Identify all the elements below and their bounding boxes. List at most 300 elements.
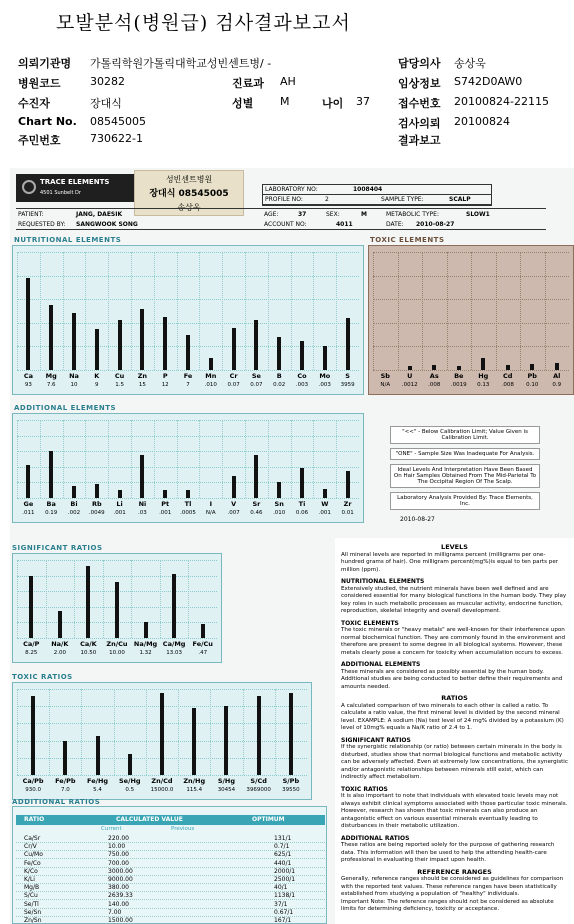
age: 37 (298, 211, 307, 218)
profile-label: PROFILE NO: (265, 196, 303, 203)
chart-bar (408, 366, 412, 370)
section-body: Important Note: The reference ranges should not be considered as absolute limits for determining deficiency, toxicity or acceptance. (341, 898, 554, 912)
section-body: If the synergistic relationship (or ratio) between certain minerals in the body is disturbed, studies show that normal biological functions and metabolic activity can be adversely affected. Even at extremely low concentrations, the synergistic and/or antagonistic relationships between minerals still exist, which can indirectly affect metabolism. (341, 744, 568, 780)
chart-value: 0.01 (341, 510, 354, 516)
chart-label: Fe (183, 372, 193, 380)
chart-bar (323, 489, 327, 498)
account-label: ACCOUNT NO: (264, 221, 307, 228)
chart-label: Ge (23, 500, 34, 508)
chart-value: 9 (95, 382, 99, 388)
section-heading: ADDITIONAL RATIOS (341, 834, 410, 842)
chart-label: Ni (138, 500, 147, 508)
chart-value: .0019 (450, 382, 467, 388)
chart-label: Se (251, 372, 261, 380)
ratio-name: S/Cu (24, 892, 38, 900)
field-value: 30282 (90, 75, 125, 88)
chart-value: 1.5 (115, 382, 124, 388)
chart-value: 10.00 (109, 650, 125, 656)
requested-by: SANGWOOK SONG (76, 221, 138, 228)
chart-label: Mo (319, 372, 331, 380)
chart-label: Ba (46, 500, 56, 508)
lab-no: 1008404 (353, 186, 383, 193)
chart-bar (186, 490, 190, 498)
chart-column (447, 252, 472, 370)
chart-label: Se/Hg (118, 777, 141, 785)
chart-label: S/Cd (250, 777, 267, 785)
ratio-value: 140.00 (108, 900, 129, 908)
chart-bar (224, 706, 228, 775)
chart-column (177, 420, 200, 498)
chart-value: 15 (138, 382, 146, 388)
ratio-value: 7.00 (108, 908, 122, 916)
chart-value: 3969000 (246, 787, 271, 793)
chart-label: Mg (45, 372, 57, 380)
chart-value: .008 (501, 382, 514, 388)
field-value: S742D0AW0 (454, 75, 523, 88)
chart-column (108, 420, 131, 498)
chart-bar (86, 566, 90, 638)
chart-value: .0012 (401, 382, 418, 388)
chart-bar (95, 484, 99, 498)
field-value: 20100824-22115 (454, 95, 549, 108)
ratio-value: 10.00 (108, 843, 126, 851)
chart-label: Zn/Cd (151, 777, 173, 785)
chart-bar (186, 335, 190, 370)
lab-logo-icon (22, 180, 36, 194)
field-value: 장대식 (90, 97, 122, 110)
chart-label: U (407, 372, 413, 380)
ratio-value: 1500.00 (108, 917, 133, 924)
section-body: Extensively studied, the nutrient minerals have been well defined and are considered essential for many biological functions in the human body. They play key roles in such metabolic processes as muscular activity, endocrine function, reproduction, skeletal integrity and overall development. (341, 585, 567, 614)
chart-column (313, 420, 336, 498)
chart-value: 0.06 (295, 510, 309, 516)
lab-logo (16, 174, 134, 202)
chart-value: 13.03 (166, 650, 182, 656)
chart-bar (58, 611, 62, 638)
chart-label: Sr (252, 500, 261, 508)
lab-name: TRACE ELEMENTS (40, 178, 110, 186)
grid-line (17, 498, 359, 499)
chart-label: Cr (229, 372, 238, 380)
grid-line (17, 638, 217, 639)
chart-bar (457, 366, 461, 370)
chart-label: Cu (114, 372, 125, 380)
chart-label: K (94, 372, 100, 380)
section-heading: REFERENCE RANGES (417, 867, 492, 876)
chart-label: Ca/Pb (22, 777, 44, 785)
section-heading: LEVELS (441, 543, 468, 551)
chart-bar (26, 465, 30, 498)
field-value: 가톨릭학원가톨릭대학교성빈센트병/ - (90, 57, 272, 70)
chart-label: I (209, 500, 212, 508)
chart-value: 115.4 (186, 787, 203, 793)
chart-bar (254, 320, 258, 370)
col-optimum: OPTIMUM (252, 816, 285, 823)
scanned-report (10, 168, 574, 924)
chart-value: 7 (186, 382, 190, 388)
chart-label: Na/Mg (133, 640, 158, 648)
field-value: 37 (356, 95, 370, 108)
ratio-optimum: 1138/1 (274, 892, 296, 900)
chart-value: .003 (318, 382, 331, 388)
table-header (16, 815, 325, 825)
chart-label: W (321, 500, 329, 508)
chart-bar (481, 358, 485, 370)
col-current: Current (101, 826, 122, 832)
chart-label: As (429, 372, 439, 380)
ratio-value: 220.00 (108, 835, 129, 842)
ratio-optimum: 167/1 (274, 917, 292, 924)
chart-bar (300, 468, 304, 498)
ratio-value: 9000.00 (108, 876, 133, 883)
chart-label: Zn (137, 372, 148, 380)
chart-label: S/Pb (282, 777, 300, 785)
chart-bar (49, 305, 53, 370)
chart-column (545, 252, 570, 370)
chart-value: 39550 (282, 787, 300, 793)
additional-title: ADDITIONAL ELEMENTS (14, 404, 117, 412)
chart-bar (26, 278, 30, 370)
stamp-line: 성빈센트병원 (165, 175, 213, 184)
chart-value: 30454 (217, 787, 236, 793)
section-heading: TOXIC ELEMENTS (341, 619, 399, 627)
ratio-name: Se/Sn (24, 908, 42, 916)
chart-label: S (345, 372, 350, 380)
chart-value: .001 (318, 510, 331, 516)
chart-value: 0.10 (526, 382, 539, 388)
chart-value: 0.07 (250, 382, 263, 388)
section-body: It is also important to note that individuals with elevated toxic levels may not always exhibit clinical symptoms associated with those particular toxic minerals. However, research has shown that toxic minerals can also produce an antagonistic effect on various essential minerals eventually leading to disturbances in their metabolic utilization. (341, 793, 568, 829)
field-label: 주민번호 (18, 134, 61, 147)
sample: SCALP (449, 196, 471, 203)
section-heading: SIGNIFICANT RATIOS (341, 736, 411, 744)
chart-column (199, 252, 222, 370)
chart-bar (201, 624, 205, 638)
ratio-name: Ca/Sr (24, 835, 41, 842)
add-ratios-title: ADDITIONAL RATIOS (12, 798, 101, 806)
chart-bar (172, 574, 176, 638)
toxic-ratios-chart (12, 682, 312, 800)
section-body: The toxic minerals or "heavy metals" are well-known for their interference upon normal biochemical function. They are commonly found in the environment and therefore are present to some degree in all biological systems. However, these metals clearly pose a concern for toxicity when accumulation occurs to excess. (341, 627, 566, 656)
chart-value: .011 (22, 510, 35, 516)
chart-label: Na/K (51, 640, 69, 648)
field-label: 의뢰기관명 (18, 57, 72, 70)
ratio-name: Cu/Mo (24, 851, 43, 859)
chart-label: V (231, 500, 237, 508)
ratio-value: 380.00 (108, 884, 129, 892)
additional-ratios-table (12, 806, 327, 924)
chart-label: Bi (70, 500, 78, 508)
chart-value: 10.50 (80, 650, 97, 656)
chart-label: S/Hg (217, 777, 236, 785)
chart-bar (254, 455, 258, 498)
section-heading: TOXIC RATIOS (341, 785, 388, 793)
chart-value: N/A (205, 510, 216, 516)
document-title: 모발분석(병원급) 검사결과보고서 (56, 12, 351, 34)
chart-label: Fe/Hg (87, 777, 109, 785)
sig-ratios-title: SIGNIFICANT RATIOS (12, 544, 103, 552)
chart-value: .010 (273, 510, 286, 516)
toxic-chart (368, 245, 574, 395)
chart-bar (163, 490, 167, 498)
section-body: All mineral levels are reported in milligrams percent (milligrams per one-hundred grams of hair). One milligram percent(mg%)is equal to ten parts per million (ppm). (341, 551, 559, 573)
chart-bar (96, 736, 100, 775)
col-previous: Previous (171, 826, 195, 832)
chart-bar (63, 741, 67, 775)
legend-note: "ONE" - Sample Size Was Inadequate For Analysis. (390, 448, 540, 460)
chart-bar (31, 696, 35, 775)
chart-value: 930.0 (25, 787, 41, 793)
ratio-optimum: 2000/1 (274, 867, 296, 875)
field-value: 08545005 (90, 115, 146, 128)
chart-label: Al (553, 372, 561, 380)
field-value: 송상욱 (454, 57, 486, 70)
chart-bar (72, 313, 76, 370)
chart-value: 5.4 (93, 787, 102, 793)
report-date: 2010-08-27 (400, 516, 435, 523)
ratio-name: Zn/Sn (24, 917, 42, 924)
ratio-name: Fe/Co (24, 859, 41, 867)
chart-value: .002 (67, 510, 81, 516)
field-label: 병원코드 (18, 77, 61, 90)
patient-name: JANG, DAESIK (76, 211, 123, 218)
nutritional-chart (12, 245, 364, 395)
chart-value: 7.0 (60, 787, 70, 793)
ratio-optimum: 131/1 (274, 835, 292, 842)
chart-value: .007 (227, 510, 240, 516)
chart-label: Pb (527, 372, 537, 380)
chart-value: .03 (138, 510, 147, 516)
chart-bar (506, 365, 510, 370)
chart-bar (432, 365, 436, 370)
chart-label: Li (116, 500, 123, 508)
chart-bar (346, 318, 350, 370)
chart-value: 3959 (340, 382, 355, 388)
chart-bar (95, 329, 99, 370)
ratio-value: 750.00 (108, 851, 129, 859)
chart-bar (346, 471, 350, 498)
chart-label: Rb (91, 500, 102, 508)
date: 2010-08-27 (416, 221, 455, 228)
chart-value: N/A (380, 382, 391, 388)
chart-column (496, 252, 521, 370)
chart-value: 2.00 (53, 650, 66, 656)
chart-value: .010 (204, 382, 217, 388)
chart-bar (192, 708, 196, 775)
chart-column (154, 420, 177, 498)
chart-value: 1.32 (139, 650, 152, 656)
chart-bar (163, 317, 167, 370)
toxic-title: TOXIC ELEMENTS (370, 236, 445, 244)
section-heading: NUTRITIONAL ELEMENTS (341, 578, 425, 585)
patient-row (16, 208, 546, 230)
ratio-optimum: 2500/1 (274, 876, 296, 883)
col-ratio: RATIO (24, 816, 45, 823)
legend-note: Ideal Levels And Interpretation Have Been Based On Hair Samples Obtained From The Mid-Parietal To The Occipital Region Of The Scalp. (390, 464, 540, 488)
chart-value: 0.9 (552, 382, 562, 388)
chart-bar (118, 490, 122, 498)
chart-label: Ca/Mg (162, 640, 186, 648)
field-label: 접수번호 (398, 97, 441, 110)
stamp-line: 장대식 08545005 (149, 189, 229, 199)
chart-label: Hg (478, 372, 489, 380)
ratio-name: K/Li (24, 876, 35, 883)
chart-bar (530, 364, 534, 370)
field-value: M (280, 95, 290, 108)
chart-value: 0.5 (125, 787, 135, 793)
chart-label: Ti (298, 500, 306, 508)
table-row (16, 916, 325, 924)
col-calc: CALCULATED VALUE (116, 816, 183, 823)
chart-value: 8.25 (25, 650, 38, 656)
toxic-ratios-title: TOXIC RATIOS (12, 673, 73, 681)
chart-label: Tl (184, 500, 192, 508)
ratio-name: K/Co (24, 867, 38, 875)
grid-line (373, 370, 569, 371)
nutritional-title: NUTRITIONAL ELEMENTS (14, 236, 122, 244)
requested-label: REQUESTED BY: (18, 221, 66, 228)
chart-value: .001 (113, 510, 126, 516)
ratio-name: Se/Tl (24, 900, 39, 908)
ratio-optimum: 37/1 (274, 900, 288, 908)
field-label: 결과보고 (398, 134, 441, 147)
lab-info-table (262, 184, 492, 206)
chart-label: Ca/P (23, 640, 40, 648)
chart-label: Zr (343, 500, 352, 508)
chart-label: Zn/Hg (183, 777, 206, 785)
chart-value: 0.07 (227, 382, 240, 388)
chart-bar (232, 476, 236, 498)
section-body: These minerals are considered as possibly essential by the human body. Additional studies are being conducted to better define their requirements and amounts needed. (341, 668, 563, 690)
field-label: 임상정보 (398, 77, 441, 90)
chart-bar (555, 363, 559, 370)
ratio-optimum: 40/1 (274, 884, 288, 892)
chart-label: Fe/Pb (55, 777, 76, 785)
chart-value: .003 (295, 382, 309, 388)
ratio-optimum: 0.7/1 (274, 843, 290, 851)
additional-chart (12, 413, 364, 523)
section-body: A calculated comparison of two minerals to each other is called a ratio. To calculate a ratio value, the first mineral level is divided by the second mineral level. EXAMPLE: A sodium (Na) test level of 24 mg% divided by a potassium (K) level of 10mg% equals a Na/K ratio of 2.4 to 1. (341, 702, 564, 731)
patient-label: PATIENT: (18, 211, 44, 218)
chart-label: Na (69, 372, 79, 380)
interpretation-text (335, 538, 574, 924)
ratio-optimum: 625/1 (274, 851, 292, 859)
field-value: 730622-1 (90, 132, 143, 145)
chart-value: 7.6 (46, 382, 56, 388)
chart-value: .008 (428, 382, 441, 388)
chart-value: 0.19 (45, 510, 58, 516)
sig-ratios-chart (12, 553, 222, 663)
chart-label: Sb (380, 372, 390, 380)
metabolic: SLOW1 (466, 211, 490, 218)
chart-bar (209, 358, 213, 370)
chart-bar (29, 576, 33, 638)
chart-bar (115, 582, 119, 638)
chart-value: .0005 (180, 510, 196, 516)
chart-label: Be (454, 372, 464, 380)
chart-bar (277, 337, 281, 370)
chart-label: B (276, 372, 282, 380)
field-value: 20100824 (454, 115, 510, 128)
chart-value: .47 (198, 650, 208, 656)
chart-value: .001 (159, 510, 172, 516)
chart-bar (49, 451, 53, 498)
ratio-optimum: 0.67/1 (274, 908, 294, 916)
sample-label: SAMPLE TYPE: (381, 196, 424, 203)
legend-note: "<<" - Below Calibration Limit; Value Given is Calibration Limit. (390, 426, 540, 444)
chart-column (471, 252, 496, 370)
section-body: Generally, reference ranges should be considered as guidelines for comparison with the reported test values. These reference ranges have been statistically established from studying a population of "healthy" individuals. (341, 876, 564, 897)
lab-address: 4501 Sunbelt Dr (40, 190, 81, 196)
ratio-name: Cr/V (24, 843, 37, 851)
grid-line (17, 775, 307, 776)
section-body: These ratios are being reported solely for the purpose of gathering research data. This information will then be used to help the attending health-care professional in evaluating their impact upon health. (341, 842, 555, 863)
chart-column (199, 420, 222, 498)
chart-label: Sn (274, 500, 284, 508)
chart-column (373, 252, 398, 370)
chart-value: 10 (70, 382, 78, 388)
chart-label: Ca/K (80, 640, 97, 648)
account: 4011 (336, 221, 353, 228)
sex-label: SEX: (326, 211, 340, 218)
stamp-line: 송상욱 (177, 203, 201, 212)
field-label: 나이 (322, 97, 344, 110)
chart-value: 0.02 (273, 382, 286, 388)
ratio-value: 2639.33 (108, 892, 133, 900)
field-label: 검사의뢰 (398, 117, 441, 130)
chart-label: P (162, 372, 168, 380)
profile: 2 (325, 196, 329, 203)
chart-label: Cd (503, 372, 513, 380)
field-label: 담당의사 (398, 57, 441, 70)
chart-value: 0.46 (250, 510, 263, 516)
chart-value: .0049 (88, 510, 105, 516)
field-label: 성별 (232, 97, 254, 110)
chart-bar (128, 754, 132, 776)
field-value: AH (280, 75, 296, 88)
chart-bar (323, 346, 327, 370)
section-heading: RATIOS (441, 694, 468, 702)
chart-column (398, 252, 423, 370)
field-label: 진료과 (232, 77, 264, 90)
chart-bar (144, 622, 148, 638)
sex: M (361, 211, 367, 218)
chart-value: 12 (161, 382, 169, 388)
chart-value: 0.13 (477, 382, 490, 388)
chart-value: 93 (24, 382, 32, 388)
chart-label: Mn (205, 372, 217, 380)
chart-bar (140, 455, 144, 498)
chart-bar (72, 486, 76, 498)
chart-bar (140, 309, 144, 370)
ratio-value: 700.00 (108, 859, 129, 867)
chart-bar (232, 328, 236, 370)
ratio-optimum: 440/1 (274, 859, 292, 867)
chart-bar (118, 320, 122, 370)
section-heading: ADDITIONAL ELEMENTS (341, 661, 421, 668)
chart-bar (160, 693, 164, 775)
chart-label: Co (297, 372, 307, 380)
chart-value: 15000.0 (150, 787, 174, 793)
chart-label: Pt (161, 500, 170, 508)
date-label: DATE: (386, 221, 404, 228)
chart-label: Ca (23, 372, 33, 380)
grid-line (17, 370, 359, 371)
field-label: Chart No. (18, 115, 77, 128)
legend-notes (390, 426, 540, 514)
chart-bar (300, 341, 304, 371)
legend-note: Laboratory Analysis Provided By: Trace Elements, Inc. (390, 492, 540, 510)
